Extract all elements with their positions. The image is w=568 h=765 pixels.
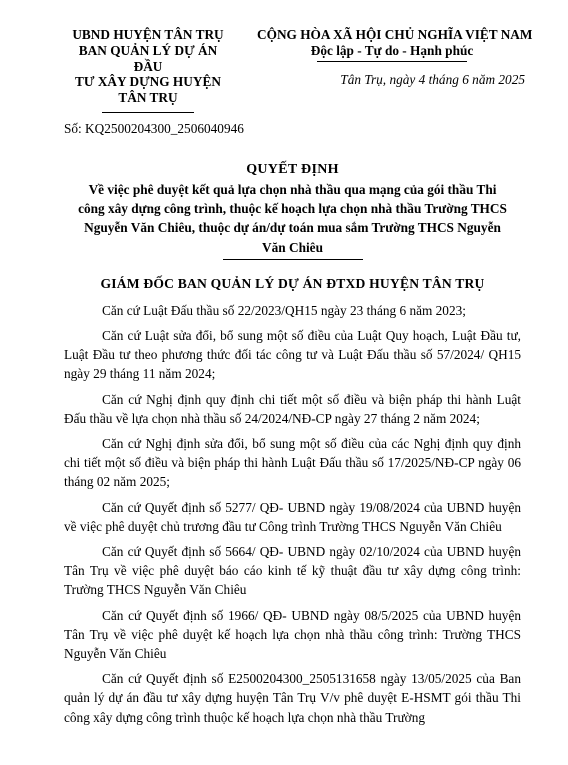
document-subject bbox=[64, 180, 521, 257]
issuing-authority: GIÁM ĐỐC BAN QUẢN LÝ DỰ ÁN ĐTXD HUYỆN TÂN TRỤ bbox=[100, 275, 485, 291]
document-title: QUYẾT ĐỊNH bbox=[246, 161, 339, 177]
subject-line: Nguyễn Văn Chiêu, thuộc dự án/dự toán mua sắm Trường THCS Nguyễn bbox=[84, 220, 501, 236]
agency-line: TƯ XÂY DỰNG HUYỆN bbox=[75, 74, 221, 90]
agency-line: UBND HUYỆN TÂN TRỤ bbox=[72, 27, 224, 42]
legal-basis-paragraph: Căn cứ Quyết định số 5664/ QĐ- UBND ngày 02/10/2024 của UBND huyện Tân Trụ về việc phê duyệt báo cáo kinh tế kỹ thuật đầu tư xây dựng công trình: Trường THCS Nguyễn Văn Chiêu bbox=[64, 544, 521, 598]
legal-basis-paragraph: Căn cứ Nghị định quy định chi tiết một số điều và biện pháp thi hành Luật Đấu thầu về lựa chọn nhà thầu số 24/2024/NĐ-CP ngày 27 tháng 2 năm 2024; bbox=[64, 391, 521, 426]
subject-line: Về việc phê duyệt kết quả lựa chọn nhà thầu qua mạng của gói thầu Thi bbox=[88, 181, 497, 197]
subject-underline bbox=[223, 259, 363, 260]
legal-basis-paragraph: Căn cứ Quyết định số 1966/ QĐ- UBND ngày 08/5/2025 của UBND huyện Tân Trụ về việc phê duyệt kế hoạch lựa chọn nhà thầu công trình: Trường THCS Nguyễn Văn Chiêu bbox=[64, 607, 521, 662]
legal-basis-paragraph: Căn cứ Quyết định số 5277/ QĐ- UBND ngày 19/08/2024 của UBND huyện về việc phê duyệt chủ trương đầu tư Công trình Trường THCS Nguyễn Văn Chiêu bbox=[64, 499, 521, 534]
nation-name: CỘNG HÒA XÃ HỘI CHỦ NGHĨA VIỆT NAM bbox=[257, 27, 533, 42]
subject-line: Văn Chiêu bbox=[262, 239, 323, 255]
document-header bbox=[64, 0, 533, 113]
legal-basis-paragraph: Căn cứ Quyết định số E2500204300_2505131658 ngày 13/05/2025 của Ban quản lý dự án đầu tư xây dựng huyện Tân Trụ V/v phê duyệt E-HSMT gói thầu Thi công xây dựng công trình thuộc kế hoạch lựa chọn nhà thầu Trường bbox=[64, 671, 521, 725]
national-heading bbox=[257, 27, 533, 113]
legal-basis-list bbox=[64, 301, 521, 727]
issue-date: Tân Trụ, ngày 4 tháng 6 năm 2025 bbox=[340, 71, 525, 87]
document-number: Số: KQ2500204300_2506040946 bbox=[64, 120, 244, 136]
agency-line: TÂN TRỤ bbox=[118, 90, 178, 106]
legal-basis-paragraph: Căn cứ Luật Đấu thầu số 22/2023/QH15 ngày 23 tháng 6 năm 2023; bbox=[102, 302, 466, 318]
agency-underline bbox=[102, 112, 194, 113]
legal-basis-paragraph: Căn cứ Luật sửa đổi, bổ sung một số điều của Luật Quy hoạch, Luật Đầu tư, Luật Đầu tư theo phương thức đối tác công tư và Luật Đấu thầu số 57/2024/ QH15 ngày 29 tháng 11 năm 2024; bbox=[64, 328, 521, 382]
motto-underline bbox=[317, 61, 467, 62]
national-motto: Độc lập - Tự do - Hạnh phúc bbox=[310, 42, 474, 58]
agency-line: BAN QUẢN LÝ DỰ ÁN ĐẦU bbox=[78, 42, 218, 74]
issuing-agency bbox=[64, 27, 232, 113]
subject-line: công xây dựng công trình, thuộc kế hoạch lựa chọn nhà thầu Trường THCS bbox=[78, 201, 507, 217]
legal-basis-paragraph: Căn cứ Nghị định sửa đổi, bổ sung một số điều của các Nghị định quy định chi tiết một số điều và biện pháp thi hành Luật Đấu thầu số 17/2025/NĐ-CP ngày 06 tháng 02 năm 2025; bbox=[64, 436, 521, 490]
